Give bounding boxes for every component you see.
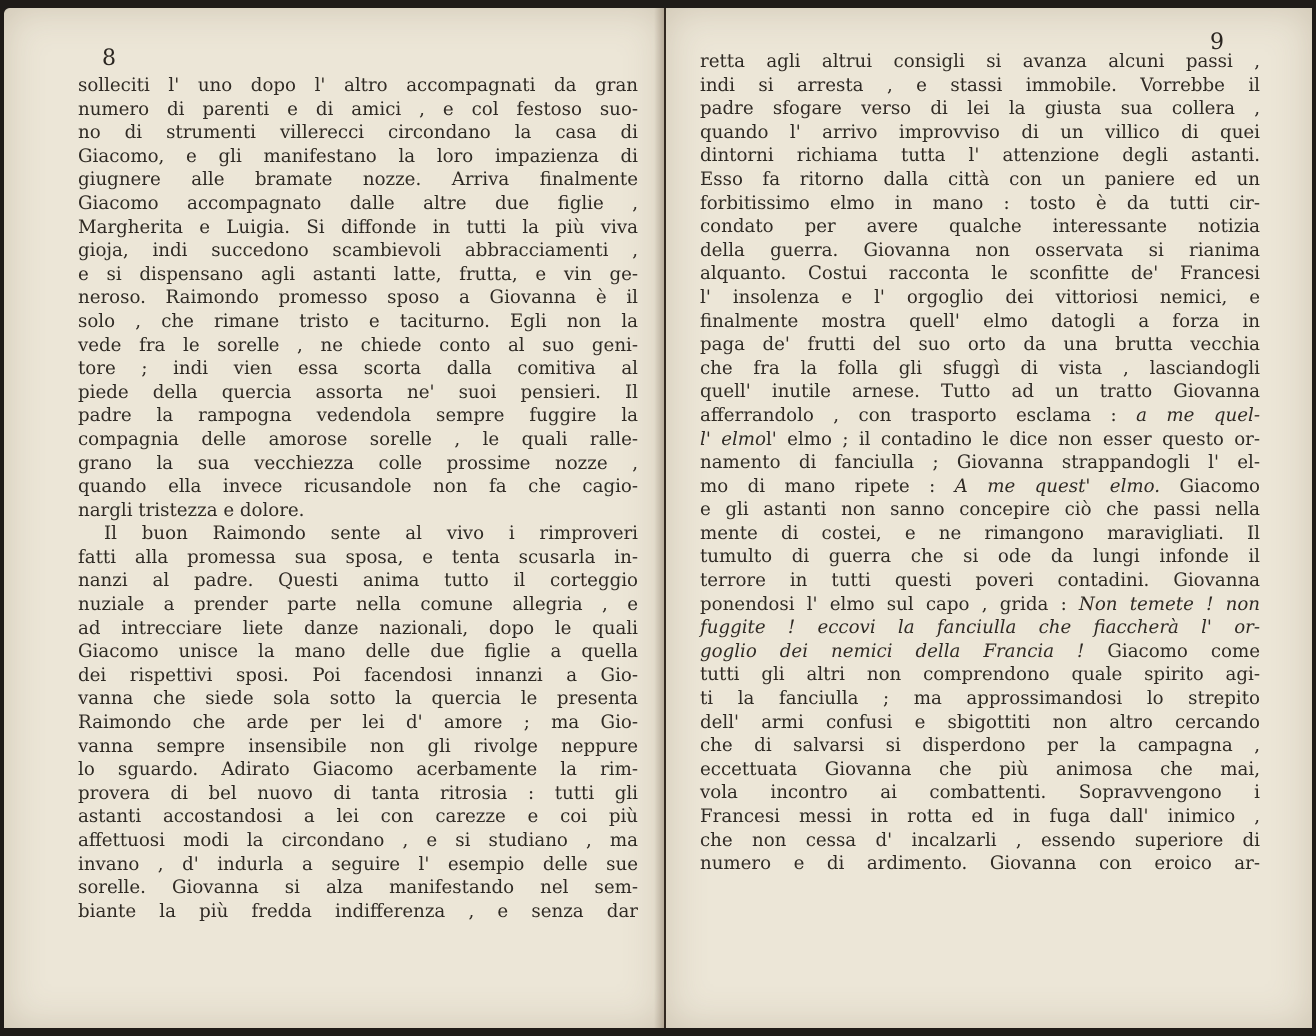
italic-fragment: goglio dei nemici della Francia ! bbox=[700, 640, 1085, 662]
text-line: vanna che siede sola sotto la quercia le presenta bbox=[78, 688, 638, 710]
text-line: fatti alla promessa sua sposa, e tenta scusarla in- bbox=[78, 546, 638, 568]
text-line: Giacomo accompagnato dalle altre due figlie , bbox=[78, 192, 638, 214]
right-page bbox=[666, 8, 1312, 1028]
text-line: grano la sua vecchiezza colle prossime nozze , bbox=[78, 452, 638, 474]
text-line: biante la più fredda indifferenza , e senza dar bbox=[78, 900, 638, 922]
text-line: paga de' frutti del suo orto da una brutta vecchia bbox=[700, 334, 1260, 356]
text-fragment: Giacomo bbox=[1160, 475, 1260, 497]
text-line: quando ella invece ricusandole non fa che cagio- bbox=[78, 476, 638, 498]
left-page bbox=[4, 8, 664, 1028]
text-line: Francesi messi in rotta ed in fuga dall' inimico , bbox=[700, 806, 1260, 827]
text-line: Esso fa ritorno dalla città con un paniere ed un bbox=[700, 168, 1260, 190]
text-line: astanti accostandosi a lei con carezze e coi più bbox=[78, 806, 638, 828]
text-line: tore ; indi vien essa scorta dalla comitiva al bbox=[78, 358, 638, 380]
text-line: ad intrecciare liete danze nazionali, dopo le quali bbox=[78, 617, 638, 639]
text-fragment: afferrandolo , con trasporto esclama : bbox=[700, 404, 1137, 426]
italic-fragment: l' elmo bbox=[700, 428, 766, 450]
text-line: dei rispettivi sposi. Poi facendosi innanzi a Gio- bbox=[78, 664, 638, 686]
text-line: ti la fanciulla ; ma approssimandosi lo strepito bbox=[700, 688, 1260, 710]
text-line: condato per avere qualche interessante notizia bbox=[700, 216, 1260, 238]
italic-fragment: A me quest' elmo. bbox=[954, 475, 1161, 497]
text-line: Raimondo che arde per lei d' amore ; ma Gio- bbox=[78, 712, 638, 734]
text-line: tumulto di guerra che si ode da lungi infonde il bbox=[700, 546, 1260, 568]
text-line: dintorni richiama tutta l' attenzione degli astanti. bbox=[700, 145, 1260, 167]
text-line-mixed bbox=[700, 428, 1260, 452]
text-line: della guerra. Giovanna non osservata si rianima bbox=[700, 239, 1260, 261]
text-line: invano , d' indurla a seguire l' esempio delle sue bbox=[78, 853, 638, 875]
text-line-italic bbox=[700, 616, 1260, 640]
text-line: piede della quercia assorta ne' suoi pensieri. Il bbox=[78, 381, 638, 403]
italic-fragment: Non temete ! non bbox=[1078, 593, 1260, 615]
text-line: vola incontro ai combattenti. Sopravvengono i bbox=[700, 782, 1260, 804]
text-line: vede fra le sorelle , ne chiede conto al suo geni- bbox=[78, 334, 638, 356]
text-line: e gli astanti non sanno concepire ciò che passi nella bbox=[700, 499, 1260, 521]
text-line: che non cessa d' incalzarli , essendo superiore di bbox=[700, 829, 1260, 851]
text-line: giugnere alle bramate nozze. Arriva finalmente bbox=[78, 169, 638, 191]
text-line: che fra la folla gli sfuggì di vista , lasciandogli bbox=[700, 357, 1260, 379]
text-line: retta agli altrui consigli si avanza alcuni passi , bbox=[700, 51, 1260, 72]
italic-fragment: a me quel- bbox=[1136, 404, 1260, 426]
text-line: solleciti l' uno dopo l' altro accompagnati da gran bbox=[78, 75, 638, 96]
text-line: che di salvarsi si disperdono per la campagna , bbox=[700, 735, 1260, 757]
text-fragment: Giacomo come bbox=[1084, 640, 1260, 662]
text-line: mente di costei, e ne rimangono maravigliati. Il bbox=[700, 522, 1260, 544]
page-number-right: 9 bbox=[1210, 30, 1224, 55]
text-fragment: mo di mano ripete : bbox=[700, 475, 955, 497]
text-line-mixed bbox=[700, 640, 1260, 664]
text-line: solo , che rimane tristo e taciturno. Egli non la bbox=[78, 310, 638, 332]
text-line: affettuosi modi la circondano , e si studiano , ma bbox=[78, 830, 638, 851]
text-line: namento di fanciulla ; Giovanna strappandogli l' el- bbox=[700, 452, 1260, 474]
text-line: Margherita e Luigia. Si diffonde in tutti la più viva bbox=[78, 216, 638, 238]
text-line: Giacomo unisce la mano delle due figlie a quella bbox=[78, 641, 638, 663]
text-line: indi si arresta , e stassi immobile. Vorrebbe il bbox=[700, 74, 1260, 96]
text-line: Giacomo, e gli manifestano la loro impazienza di bbox=[78, 145, 638, 167]
text-line: gioja, indi succedono scambievoli abbracciamenti , bbox=[78, 240, 638, 262]
page-number-left: 8 bbox=[102, 46, 116, 71]
text-line: terrore in tutti questi poveri contadini. Giovanna bbox=[700, 570, 1260, 592]
text-line: no di strumenti villerecci circondano la casa di bbox=[78, 122, 638, 144]
text-line: compagnia delle amorose sorelle , le quali ralle- bbox=[78, 428, 638, 450]
text-line: numero e di ardimento. Giovanna con eroico ar- bbox=[700, 853, 1260, 875]
left-page-text bbox=[78, 74, 638, 923]
text-line: neroso. Raimondo promesso sposo a Giovanna è il bbox=[78, 287, 638, 309]
text-line: quell' inutile arnese. Tutto ad un tratto Giovanna bbox=[700, 381, 1260, 403]
italic-fragment: fuggite ! eccovi la fanciulla che fiaccherà l' or- bbox=[700, 617, 1260, 639]
text-line-mixed bbox=[700, 593, 1260, 617]
text-line: finalmente mostra quell' elmo datogli a forza in bbox=[700, 310, 1260, 332]
text-line: sorelle. Giovanna si alza manifestando nel sem- bbox=[78, 877, 638, 899]
right-page-text bbox=[700, 50, 1260, 876]
text-line: eccettuata Giovanna che più animosa che mai, bbox=[700, 758, 1260, 780]
text-line: nanzi al padre. Questi anima tutto il corteggio bbox=[78, 570, 638, 592]
text-fragment: ponendosi l' elmo sul capo , grida : bbox=[700, 593, 1079, 615]
text-line: tutti gli altri non comprendono quale spirito agi- bbox=[700, 664, 1260, 686]
text-line: padre la rampogna vedendola sempre fuggire la bbox=[78, 405, 638, 427]
text-line-mixed bbox=[700, 475, 1260, 499]
text-line: provera di bel nuovo di tanta ritrosia : tutti gli bbox=[78, 782, 638, 804]
text-line: nargli tristezza e dolore. bbox=[78, 499, 305, 521]
text-line: alquanto. Costui racconta le sconfitte de' Francesi bbox=[700, 263, 1260, 285]
text-line: quando l' arrivo improvviso di un villico di quei bbox=[700, 121, 1260, 143]
text-line: l' insolenza e l' orgoglio dei vittoriosi nemici, e bbox=[700, 286, 1260, 308]
text-line: Il buon Raimondo sente al vivo i rimproveri bbox=[104, 523, 638, 545]
text-line: numero di parenti e di amici , e col festoso suo- bbox=[78, 98, 638, 120]
text-line: padre sfogare verso di lei la giusta sua collera , bbox=[700, 98, 1260, 120]
text-line: forbitissimo elmo in mano : tosto è da tutti cir- bbox=[700, 192, 1260, 214]
text-line: lo sguardo. Adirato Giacomo acerbamente la rim- bbox=[78, 759, 638, 781]
text-line: nuziale a prender parte nella comune allegria , e bbox=[78, 594, 638, 616]
text-line: dell' armi confusi e sbigottiti non altro cercando bbox=[700, 711, 1260, 733]
text-line-mixed bbox=[700, 404, 1260, 428]
text-line: e si dispensano agli astanti latte, frutta, e vin ge- bbox=[78, 263, 638, 285]
text-fragment: l' elmo ; il contadino le dice non esser questo or- bbox=[765, 428, 1261, 450]
text-line: vanna sempre insensibile non gli rivolge neppure bbox=[78, 735, 638, 757]
